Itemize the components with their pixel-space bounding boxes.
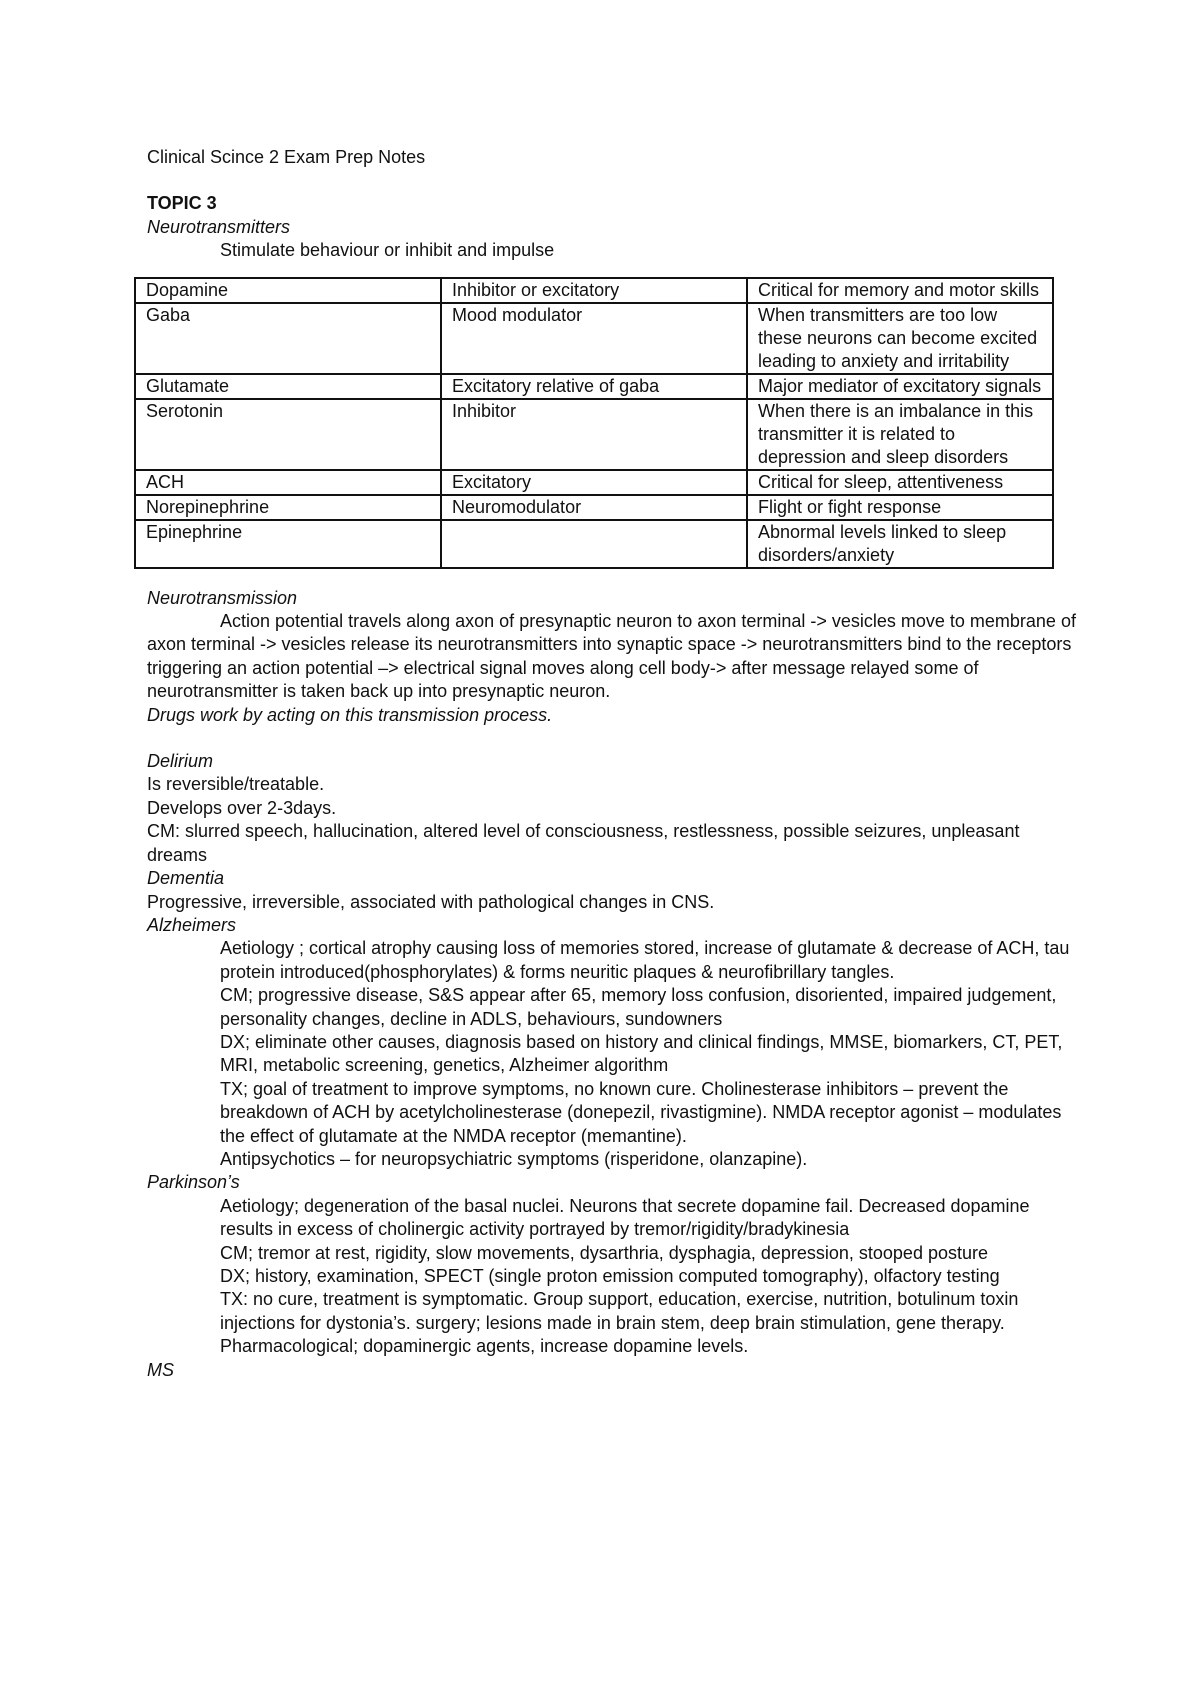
document-page bbox=[147, 146, 1077, 1382]
parkinsons-cm: CM; tremor at rest, rigidity, slow movements, dysarthria, dysphagia, depression, stooped posture bbox=[220, 1242, 988, 1263]
neurotransmitters-intro: Stimulate behaviour or inhibit and impulse bbox=[220, 240, 555, 261]
table-cell: Abnormal levels linked to sleep disorders/anxiety bbox=[747, 520, 1053, 568]
neurotransmitter-table bbox=[134, 277, 1054, 569]
table-cell: Glutamate bbox=[135, 374, 441, 399]
delirium-line: Develops over 2-3days. bbox=[147, 797, 337, 818]
delirium-line: CM: slurred speech, hallucination, altered level of consciousness, restlessness, possible seizures, unpleasant dreams bbox=[147, 821, 1020, 865]
table-cell: Epinephrine bbox=[135, 520, 441, 568]
alzheimers-dx: DX; eliminate other causes, diagnosis based on history and clinical findings, MMSE, biomarkers, CT, PET, MRI, metabolic screening, genetics, Alzheimer algorithm bbox=[220, 1031, 1063, 1076]
table-row bbox=[135, 303, 1053, 374]
table-cell: When transmitters are too low these neurons can become excited leading to anxiety and irritability bbox=[747, 303, 1053, 374]
table-row bbox=[135, 495, 1053, 520]
parkinsons-heading: Parkinson’s bbox=[147, 1172, 240, 1193]
table-cell: ACH bbox=[135, 470, 441, 495]
alzheimers-heading: Alzheimers bbox=[147, 914, 237, 935]
table-cell: When there is an imbalance in this transmitter it is related to depression and sleep disorders bbox=[747, 399, 1053, 470]
table-row bbox=[135, 374, 1053, 399]
table-cell: Excitatory relative of gaba bbox=[441, 374, 747, 399]
dementia-heading: Dementia bbox=[147, 868, 225, 889]
parkinsons-dx: DX; history, examination, SPECT (single proton emission computed tomography), olfactory testing bbox=[220, 1266, 1000, 1286]
table-cell: Major mediator of excitatory signals bbox=[747, 374, 1053, 399]
alzheimers-antipsychotics: Antipsychotics – for neuropsychiatric symptoms (risperidone, olanzapine). bbox=[220, 1148, 808, 1169]
table-row bbox=[135, 470, 1053, 495]
dementia-line: Progressive, irreversible, associated with pathological changes in CNS. bbox=[147, 891, 715, 912]
ms-heading: MS bbox=[147, 1359, 174, 1380]
table-cell: Mood modulator bbox=[441, 303, 747, 374]
table-cell: Excitatory bbox=[441, 470, 747, 495]
table-cell: Neuromodulator bbox=[441, 495, 747, 520]
table-row bbox=[135, 399, 1053, 470]
table-cell: Norepinephrine bbox=[135, 495, 441, 520]
parkinsons-tx: TX: no cure, treatment is symptomatic. Group support, education, exercise, nutrition, botulinum toxin injections for dystonia’s. surgery; lesions made in brain stem, deep brain stimulation, gene therapy. Pharmacological; dopaminergic agents, increase dopamine levels. bbox=[220, 1289, 1019, 1357]
table-cell: Flight or fight response bbox=[747, 495, 1053, 520]
document-title: Clinical Scince 2 Exam Prep Notes bbox=[147, 147, 426, 167]
table-cell: Gaba bbox=[135, 303, 441, 374]
delirium-line: Is reversible/treatable. bbox=[147, 774, 325, 795]
table-cell: Serotonin bbox=[135, 399, 441, 470]
alzheimers-tx: TX; goal of treatment to improve symptoms, no known cure. Cholinesterase inhibitors – prevent the breakdown of ACH by acetylcholinesterase (donepezil, rivastigmine). NMDA receptor agonist – modulates the effect of glutamate at the NMDA receptor (memantine). bbox=[220, 1078, 1062, 1146]
table-cell: Critical for sleep, attentiveness bbox=[747, 470, 1053, 495]
neurotransmission-body: Action potential travels along axon of presynaptic neuron to axon terminal -> vesicles move to membrane of axon terminal -> vesicles release its neurotransmitters into synaptic space -> neurotransmitters bind to the receptors triggering an action potential –> electrical signal moves along cell body-> after message relayed some of neurotransmitter is taken back up into presynaptic neuron. bbox=[147, 611, 1076, 702]
table-row bbox=[135, 520, 1053, 568]
alzheimers-cm: CM; progressive disease, S&S appear after 65, memory loss confusion, disoriented, impaired judgement, personality changes, decline in ADLS, behaviours, sundowners bbox=[220, 985, 1057, 1029]
table-cell: Critical for memory and motor skills bbox=[747, 278, 1053, 303]
parkinsons-aetiology: Aetiology; degeneration of the basal nuclei. Neurons that secrete dopamine fail. Decreased dopamine results in excess of cholinergic activity portrayed by tremor/rigidity/bradykinesia bbox=[220, 1195, 1030, 1240]
neurotransmission-note: Drugs work by acting on this transmission process. bbox=[147, 704, 553, 725]
table-cell: Inhibitor or excitatory bbox=[441, 278, 747, 303]
table-row bbox=[135, 278, 1053, 303]
neurotransmission-heading: Neurotransmission bbox=[147, 587, 298, 608]
topic-heading: TOPIC 3 bbox=[147, 193, 217, 214]
delirium-heading: Delirium bbox=[147, 751, 214, 772]
alzheimers-aetiology: Aetiology ; cortical atrophy causing loss of memories stored, increase of glutamate & decrease of ACH, tau protein introduced(phosphorylates) & forms neuritic plaques & neurofibrillary tangles. bbox=[220, 938, 1070, 982]
neurotransmitters-heading: Neurotransmitters bbox=[147, 216, 291, 237]
table-cell: Dopamine bbox=[135, 278, 441, 303]
table-cell: Inhibitor bbox=[441, 399, 747, 470]
table-cell bbox=[441, 520, 747, 568]
